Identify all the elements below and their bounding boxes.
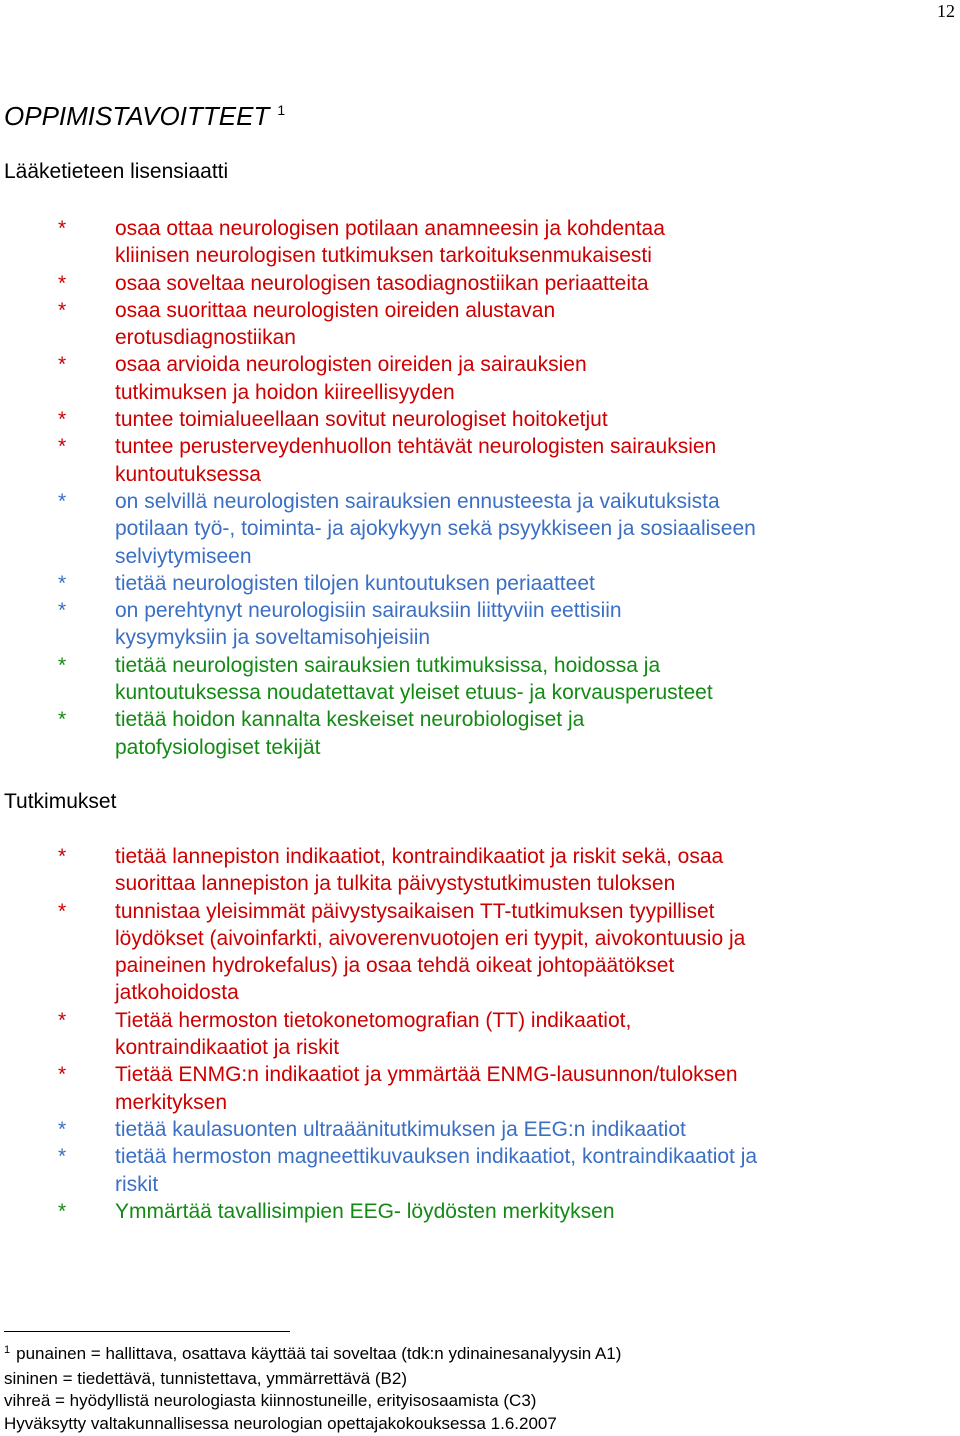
bullet-asterisk: * bbox=[58, 408, 67, 432]
footnote-line bbox=[4, 1343, 621, 1368]
objective-text-line: tuntee perusterveydenhuollon tehtävät neurologisten sairauksien bbox=[115, 435, 717, 459]
objective-item bbox=[0, 1198, 960, 1225]
objective-item bbox=[0, 488, 960, 570]
bullet-asterisk: * bbox=[58, 708, 67, 732]
bullet-asterisk: * bbox=[58, 899, 67, 923]
bullet-asterisk: * bbox=[58, 1145, 67, 1169]
bullet-asterisk: * bbox=[58, 571, 67, 595]
objective-item bbox=[0, 597, 960, 652]
objective-text-line: osaa ottaa neurologisen potilaan anamneesin ja kohdentaa bbox=[115, 217, 665, 240]
objective-text-line: suorittaa lannepiston ja tulkita päivystystutkimusten tuloksen bbox=[115, 872, 676, 896]
objective-text-line: kliinisen neurologisen tutkimuksen tarkoituksenmukaisesti bbox=[115, 244, 652, 268]
bullet-asterisk: * bbox=[58, 298, 67, 322]
objective-text-line: Tietää hermoston tietokonetomografian (TT) indikaatiot, bbox=[115, 1008, 632, 1032]
objective-item bbox=[0, 706, 960, 761]
footnote-line: vihreä = hyödyllistä neurologiasta kiinnostuneille, erityisosaamista (C3) bbox=[4, 1391, 537, 1410]
objective-text-line: tietää hermoston magneettikuvauksen indikaatiot, kontraindikaatiot ja bbox=[115, 1145, 758, 1169]
objective-text-line: osaa suorittaa neurologisten oireiden alustavan bbox=[115, 298, 556, 322]
objective-item bbox=[0, 351, 960, 406]
bullet-asterisk: * bbox=[58, 1199, 67, 1223]
objective-text-line: tietää hoidon kannalta keskeiset neurobiologiset ja bbox=[115, 708, 585, 732]
page-title bbox=[4, 99, 285, 137]
objective-text-line: kysymyksiin ja soveltamisohjeisiin bbox=[115, 626, 431, 650]
footnotes bbox=[4, 1343, 621, 1435]
objective-item bbox=[0, 270, 960, 297]
bullet-asterisk: * bbox=[58, 653, 67, 677]
objective-text-line: tietää lannepiston indikaatiot, kontraindikaatiot ja riskit sekä, osaa bbox=[115, 845, 724, 868]
footnote-separator bbox=[4, 1331, 290, 1332]
footnote-line: Hyväksytty valtakunnallisessa neurologian opettajakokouksessa 1.6.2007 bbox=[4, 1413, 557, 1433]
bullet-asterisk: * bbox=[58, 1117, 67, 1141]
objective-item bbox=[0, 1061, 960, 1116]
bullet-asterisk: * bbox=[58, 353, 67, 377]
objective-text-line: Tietää ENMG:n indikaatiot ja ymmärtää ENMG-lausunnon/tuloksen bbox=[115, 1063, 738, 1087]
licentiate-objectives-list bbox=[0, 215, 960, 761]
page-number: 12 bbox=[937, 1, 955, 21]
objective-text-line: jatkohoidosta bbox=[115, 981, 239, 1005]
objective-item bbox=[0, 843, 960, 898]
objective-text-line: tuntee toimialueellaan sovitut neurologiset hoitoketjut bbox=[115, 408, 608, 432]
objective-item bbox=[0, 652, 960, 707]
objective-item bbox=[0, 570, 960, 597]
examinations-objectives-list bbox=[0, 843, 960, 1225]
footnote-text: punainen = hallittava, osattava käyttää tai soveltaa (tdk:n ydinainesanalyysin A1) bbox=[16, 1344, 622, 1363]
objective-text-line: tietää neurologisten tilojen kuntoutuksen periaatteet bbox=[115, 571, 595, 595]
section-title-licentiate: Lääketieteen lisensiaatti bbox=[4, 160, 229, 183]
objective-text-line: selviytymiseen bbox=[115, 544, 252, 568]
objective-text-line: kuntoutuksessa bbox=[115, 462, 261, 486]
bullet-asterisk: * bbox=[58, 1008, 67, 1032]
objective-text-line: tietää kaulasuonten ultraäänitutkimuksen ja EEG:n indikaatiot bbox=[115, 1117, 686, 1141]
objective-item bbox=[0, 1116, 960, 1143]
bullet-asterisk: * bbox=[58, 845, 67, 868]
page-title-text: OPPIMISTAVOITTEET bbox=[4, 101, 270, 131]
objective-text-line: tietää neurologisten sairauksien tutkimuksissa, hoidossa ja bbox=[115, 653, 661, 677]
objective-item bbox=[0, 406, 960, 433]
objective-text-line: on selvillä neurologisten sairauksien ennusteesta ja vaikutuksista bbox=[115, 489, 720, 513]
footnote-marker: 1 bbox=[4, 1344, 11, 1356]
objective-text-line: paineinen hydrokefalus) ja osaa tehdä oikeat johtopäätökset bbox=[115, 954, 675, 978]
objective-text-line: tunnistaa yleisimmät päivystysaikaisen TT-tutkimuksen tyypilliset bbox=[115, 899, 715, 923]
objective-item bbox=[0, 433, 960, 488]
bullet-asterisk: * bbox=[58, 271, 67, 295]
objective-text-line: kuntoutuksessa noudatettavat yleiset etuus- ja korvausperusteet bbox=[115, 681, 713, 705]
footnote-reference: 1 bbox=[277, 102, 286, 118]
section-title-examinations: Tutkimukset bbox=[4, 790, 117, 813]
objective-item bbox=[0, 1007, 960, 1062]
bullet-asterisk: * bbox=[58, 489, 67, 513]
objective-text-line: riskit bbox=[115, 1172, 159, 1196]
objective-text-line: löydökset (aivoinfarkti, aivoverenvuotojen eri tyypit, aivokontuusio ja bbox=[115, 926, 746, 950]
objective-item bbox=[0, 297, 960, 352]
objective-item bbox=[0, 1143, 960, 1198]
objective-text-line: erotusdiagnostiikan bbox=[115, 326, 296, 350]
bullet-asterisk: * bbox=[58, 217, 67, 240]
objective-text-line: on perehtynyt neurologisiin sairauksiin liittyviin eettisiin bbox=[115, 599, 622, 623]
objective-text-line: patofysiologiset tekijät bbox=[115, 735, 321, 759]
objective-text-line: merkityksen bbox=[115, 1090, 228, 1114]
objective-text-line: Ymmärtää tavallisimpien EEG- löydösten merkityksen bbox=[115, 1199, 615, 1223]
bullet-asterisk: * bbox=[58, 599, 67, 623]
objective-text-line: osaa soveltaa neurologisen tasodiagnostiikan periaatteita bbox=[115, 271, 649, 295]
objective-text-line: potilaan työ-, toiminta- ja ajokykyyn sekä psyykkiseen ja sosiaaliseen bbox=[115, 517, 756, 541]
bullet-asterisk: * bbox=[58, 1063, 67, 1087]
objective-text-line: osaa arvioida neurologisten oireiden ja sairauksien bbox=[115, 353, 587, 377]
bullet-asterisk: * bbox=[58, 435, 67, 459]
objective-text-line: tutkimuksen ja hoidon kiireellisyyden bbox=[115, 380, 455, 404]
objective-text-line: kontraindikaatiot ja riskit bbox=[115, 1036, 340, 1060]
objective-item bbox=[0, 898, 960, 1007]
objective-item bbox=[0, 215, 960, 270]
footnote-line: sininen = tiedettävä, tunnistettava, ymmärrettävä (B2) bbox=[4, 1368, 408, 1388]
